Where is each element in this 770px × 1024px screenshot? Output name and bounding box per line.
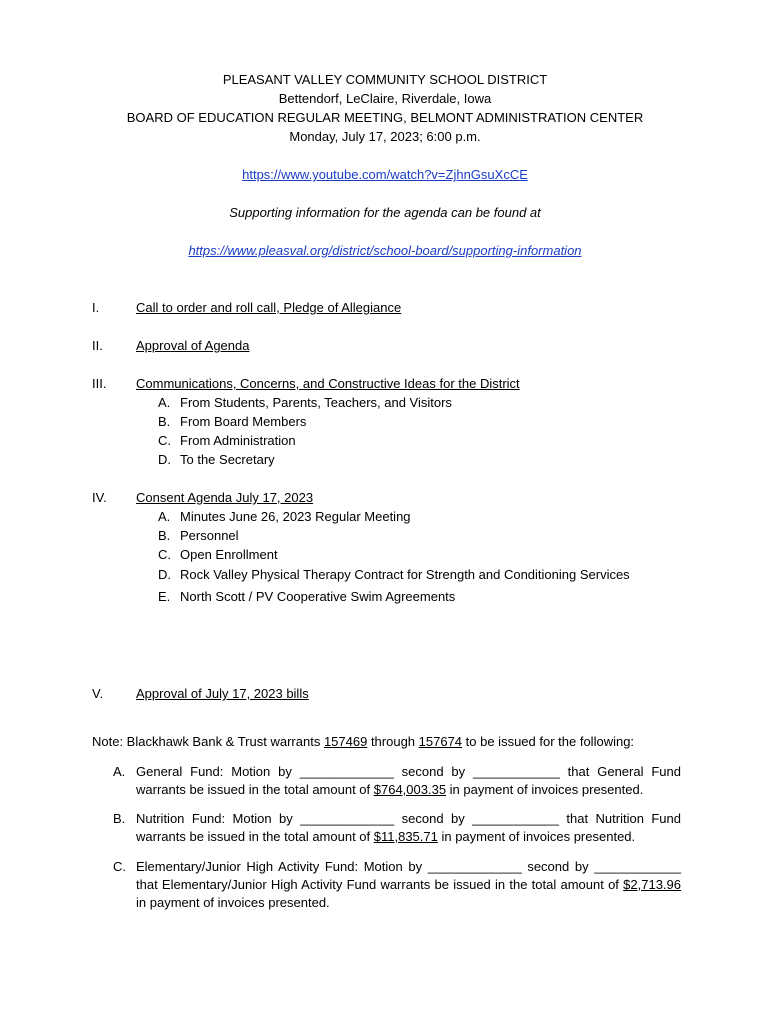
fund-c-letter: C. [113, 859, 126, 874]
nutrition-fund-motion: Nutrition Fund: Motion by _____________ second by ____________ that Nutrition Fund warrants be issued in the total amount of $11,835.71 in payment of invoices presented. [136, 811, 681, 844]
supporting-info-link[interactable]: https://www.pleasval.org/district/school-board/supporting-information [188, 243, 582, 258]
activity-fund-motion: Elementary/Junior High Activity Fund: Motion by _____________ second by ____________ that Elementary/Junior High Activity Fund warrants be issued in the total amount of $2,713.96 in payment of invoices presented. [136, 859, 681, 910]
section-3-item: C. From Administration [158, 433, 296, 448]
warrant-end-number: 157674 [418, 734, 463, 749]
district-towns: Bettendorf, LeClaire, Riverdale, Iowa [278, 91, 492, 106]
section-4-item: A. Minutes June 26, 2023 Regular Meeting [158, 509, 411, 524]
section-4-item: D. Rock Valley Physical Therapy Contract for Strength and Conditioning Services [158, 567, 630, 582]
supporting-info-text: Supporting information for the agenda can be found at [229, 205, 541, 220]
section-4-number: IV. [92, 490, 107, 505]
section-2-number: II. [92, 338, 103, 353]
fund-b-letter: B. [113, 811, 126, 826]
section-3-number: III. [92, 376, 107, 391]
youtube-link[interactable]: https://www.youtube.com/watch?v=ZjhnGsuXcCE [242, 167, 528, 182]
district-name: PLEASANT VALLEY COMMUNITY SCHOOL DISTRICT [222, 72, 548, 87]
section-3-item: B. From Board Members [158, 414, 307, 429]
section-4-item: B. Personnel [158, 528, 239, 543]
section-3-item: A. From Students, Parents, Teachers, and Visitors [158, 395, 452, 410]
fund-amount: $11,835.71 [373, 829, 438, 844]
section-4-item: C. Open Enrollment [158, 547, 278, 562]
section-4-item: E. North Scott / PV Cooperative Swim Agreements [158, 589, 456, 604]
fund-a-letter: A. [113, 764, 126, 779]
section-4-title: Consent Agenda July 17, 2023 [136, 490, 314, 505]
section-5-title: Approval of July 17, 2023 bills [136, 686, 309, 701]
meeting-date: Monday, July 17, 2023; 6:00 p.m. [289, 129, 481, 144]
section-5-number: V. [92, 686, 104, 701]
fund-amount: $2,713.96 [623, 877, 681, 892]
warrant-start-number: 157469 [323, 734, 368, 749]
meeting-title: BOARD OF EDUCATION REGULAR MEETING, BELMONT ADMINISTRATION CENTER [126, 110, 644, 125]
section-2-title: Approval of Agenda [136, 338, 250, 353]
section-3-item: D. To the Secretary [158, 452, 275, 467]
section-1-title: Call to order and roll call, Pledge of Allegiance [136, 300, 402, 315]
section-1-number: I. [92, 300, 100, 315]
general-fund-motion: General Fund: Motion by _____________ second by ____________ that General Fund warrants be issued in the total amount of $764,003.35 in payment of invoices presented. [136, 764, 681, 797]
fund-amount: $764,003.35 [373, 782, 447, 797]
section-3-title: Communications, Concerns, and Constructive Ideas for the District [136, 376, 520, 391]
warrants-note: Note: Blackhawk Bank & Trust warrants 157469 through 157674 to be issued for the following: [92, 734, 635, 749]
